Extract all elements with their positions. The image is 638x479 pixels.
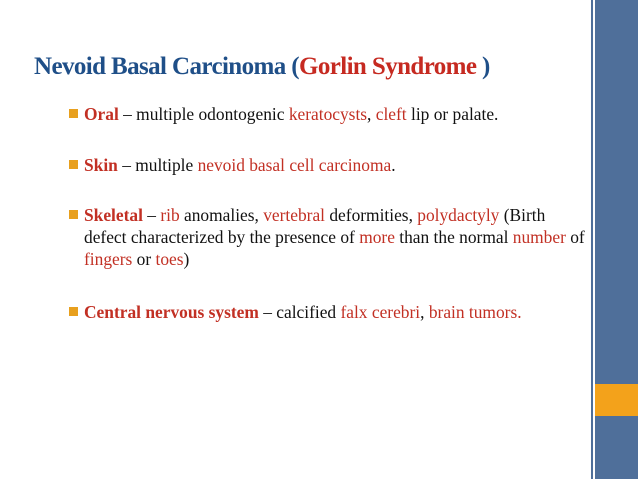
bullet-highlight: fingers: [84, 249, 133, 269]
sidebar-divider-line: [591, 0, 593, 479]
bullet-text: anomalies,: [179, 205, 264, 225]
square-bullet-icon: [69, 307, 78, 316]
bullet-heading: Central nervous system: [84, 302, 259, 322]
bullet-highlight: polydactyly: [417, 205, 500, 225]
bullet-highlight: number: [512, 227, 566, 247]
bullet-heading: Skin: [84, 155, 118, 175]
bullet-highlight: rib: [160, 205, 180, 225]
square-bullet-icon: [69, 109, 78, 118]
bullet-highlight: cleft: [375, 104, 407, 124]
bullet-text: ,: [367, 104, 376, 124]
bullet-text: or: [132, 249, 156, 269]
bullet-highlight: nevoid basal cell carcinoma: [197, 155, 392, 175]
bullet-text: deformities,: [325, 205, 418, 225]
bullet-highlight: falx cerebri: [340, 302, 421, 322]
bullet-heading: Skeletal: [84, 205, 143, 225]
square-bullet-icon: [69, 210, 78, 219]
bullet-skeletal: [66, 204, 586, 270]
bullet-highlight: toes: [155, 249, 184, 269]
sidebar-accent-block: [595, 384, 638, 416]
bullet-highlight: brain tumors.: [428, 302, 522, 322]
bullet-text: lip or palate.: [406, 104, 499, 124]
bullet-text: (Birth defect characterized by the presence of: [84, 205, 546, 247]
bullet-highlight: vertebral: [263, 205, 326, 225]
bullet-text: – multiple: [117, 155, 198, 175]
bullet-cns: [66, 301, 586, 323]
title-part-1: Nevoid Basal Carcinoma (: [34, 53, 299, 80]
bullet-text: – calcified: [258, 302, 341, 322]
slide-title: [34, 53, 490, 81]
bullet-text: ,: [420, 302, 429, 322]
bullet-highlight: keratocysts: [288, 104, 368, 124]
bullet-list: [66, 103, 586, 323]
bullet-skin: [66, 154, 586, 176]
bullet-text: – multiple odontogenic: [118, 104, 289, 124]
square-bullet-icon: [69, 160, 78, 169]
bullet-text: .: [391, 155, 396, 175]
bullet-highlight: more: [359, 227, 395, 247]
bullet-text: than the normal: [394, 227, 513, 247]
bullet-text: ): [183, 249, 190, 269]
title-part-2: Gorlin Syndrome: [299, 53, 477, 80]
title-part-3: ): [476, 53, 490, 80]
bullet-heading: Oral: [84, 104, 119, 124]
bullet-text: of: [565, 227, 585, 247]
bullet-oral: [66, 103, 586, 125]
bullet-text: –: [142, 205, 161, 225]
